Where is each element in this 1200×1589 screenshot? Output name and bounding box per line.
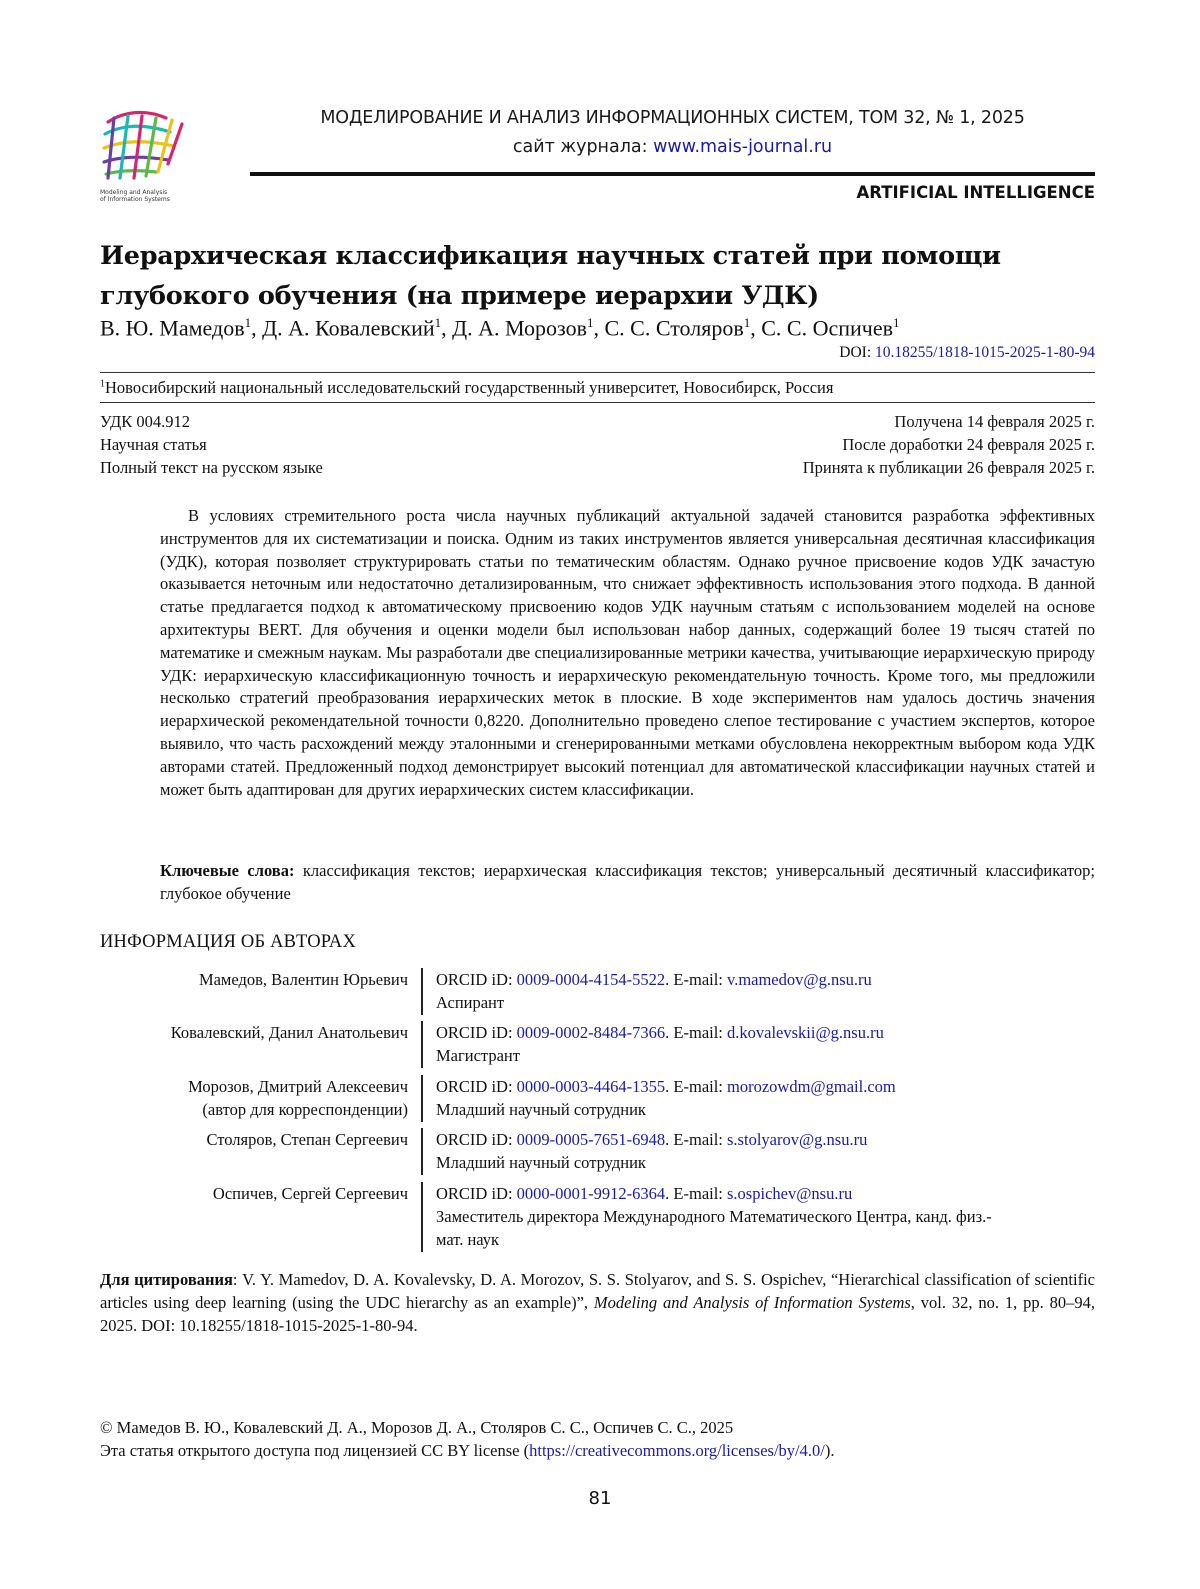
- email-link[interactable]: s.stolyarov@g.nsu.ru: [727, 1130, 868, 1149]
- author-name: В. Ю. Мамедов: [100, 315, 245, 341]
- author-info-details: ORCID iD: 0009-0002-8484-7366. E-mail: d.kovalevskii@g.nsu.ru Магистрант: [436, 1021, 1096, 1067]
- author-info-name: [171, 1021, 408, 1044]
- author-name: Д. А. Морозов: [452, 315, 587, 341]
- author-info-divider: [421, 1182, 423, 1252]
- article-title-line2: глубокого обучения (на примере иерархии УДК): [100, 281, 819, 311]
- orcid-link[interactable]: 0009-0004-4154-5522: [516, 970, 666, 989]
- license-text: Эта статья открытого доступа под лицензией CC BY license (: [100, 1441, 530, 1460]
- logo-caption-line2: of Information Systems: [100, 196, 170, 203]
- author-role: Аспирант: [436, 993, 505, 1012]
- journal-site-line: [250, 137, 1095, 157]
- keywords: [160, 860, 1095, 906]
- logo-caption-line1: Modeling and Analysis: [100, 189, 168, 196]
- author-role: Магистрант: [436, 1046, 520, 1065]
- journal-title: МОДЕЛИРОВАНИЕ И АНАЛИЗ ИНФОРМАЦИОННЫХ СИСТЕМ, ТОМ 32, № 1, 2025: [320, 108, 1025, 128]
- orcid-label: ORCID iD:: [436, 1023, 513, 1042]
- citation-text-end: , vol. 32, no. 1, pp. 80–94, 2025. DOI: 10.18255/1818-1015-2025-1-80-94.: [100, 1293, 1095, 1335]
- header-rule: [250, 172, 1095, 176]
- email-link[interactable]: v.mamedov@g.nsu.ru: [727, 970, 872, 989]
- email-link[interactable]: s.ospichev@nsu.ru: [727, 1184, 853, 1203]
- author-role-continued: мат. наук: [436, 1230, 500, 1249]
- author-info-name: [213, 1182, 408, 1205]
- author-affiliation-mark: 1: [586, 315, 594, 330]
- author-info-divider: [421, 1128, 423, 1175]
- author-affiliation-mark: 1: [434, 315, 442, 330]
- orcid-link[interactable]: 0009-0002-8484-7366: [516, 1023, 666, 1042]
- journal-site-label: сайт журнала:: [512, 137, 648, 157]
- author-separator: ,: [251, 315, 263, 341]
- orcid-label: ORCID iD:: [436, 1077, 513, 1096]
- license-link[interactable]: https://creativecommons.org/licenses/by/4.0/: [529, 1441, 825, 1460]
- affiliation-rule-top: [100, 372, 1095, 373]
- author-info-corresponding: (автор для корреспонденции): [202, 1100, 408, 1119]
- email-link[interactable]: d.kovalevskii@g.nsu.ru: [727, 1023, 884, 1042]
- email-label: E-mail:: [673, 1184, 723, 1203]
- email-label: E-mail:: [673, 970, 723, 989]
- affiliation-mark: 1: [100, 378, 105, 390]
- author-info-name: [206, 1128, 408, 1151]
- udc-code: УДК 004.912: [100, 412, 191, 431]
- article-title-line1: Иерархическая классификация научных статей при помощи: [100, 241, 1001, 271]
- author-info-divider: [421, 1075, 423, 1122]
- accepted-date: Принята к публикации 26 февраля 2025 г.: [802, 458, 1095, 477]
- author-affiliation-mark: 1: [743, 315, 751, 330]
- orcid-label: ORCID iD:: [436, 1184, 513, 1203]
- author-name: С. С. Оспичев: [761, 315, 894, 341]
- author-name: С. С. Столяров: [604, 315, 744, 341]
- doi-line: [839, 344, 1095, 362]
- author-info-details: ORCID iD: 0009-0004-4154-5522. E-mail: v.mamedov@g.nsu.ru Аспирант: [436, 968, 1096, 1014]
- copyright-line: © Мамедов В. Ю., Ковалевский Д. А., Морозов Д. А., Столяров С. С., Оспичев С. С., 2025: [100, 1418, 734, 1437]
- revised-date: После доработки 24 февраля 2025 г.: [842, 435, 1095, 454]
- author-info-name-line: Морозов, Дмитрий Алексеевич: [188, 1077, 408, 1096]
- article-type: Научная статья: [100, 435, 207, 454]
- orcid-link[interactable]: 0009-0005-7651-6948: [516, 1130, 666, 1149]
- author-affiliation-mark: 1: [244, 315, 252, 330]
- article-title: [100, 236, 1100, 316]
- journal-site-link[interactable]: www.mais-journal.ru: [653, 137, 833, 157]
- author-info-name: [199, 968, 408, 991]
- email-link[interactable]: morozowdm@gmail.com: [727, 1077, 896, 1096]
- article-language: Полный текст на русском языке: [100, 458, 323, 477]
- orcid-label: ORCID iD:: [436, 970, 513, 989]
- author-info-name-line: Оспичев, Сергей Сергеевич: [212, 1184, 408, 1203]
- journal-logo: [100, 108, 186, 203]
- affiliation-rule-bottom: [100, 402, 1095, 403]
- email-label: E-mail:: [673, 1023, 723, 1042]
- author-info-divider: [421, 1021, 423, 1068]
- author-name: Д. А. Ковалевский: [262, 315, 435, 341]
- citation: [100, 1268, 1095, 1337]
- author-info-details: ORCID iD: 0000-0003-4464-1355. E-mail: morozowdm@gmail.com Младший научный сотрудник: [436, 1075, 1096, 1121]
- citation-label: Для цитирования: [100, 1270, 233, 1289]
- email-label: E-mail:: [673, 1077, 723, 1096]
- affiliation-text: Новосибирский национальный исследовательский государственный университет, Новосибирск, Россия: [105, 378, 834, 397]
- orcid-link[interactable]: 0000-0001-9912-6364: [516, 1184, 666, 1203]
- received-date: Получена 14 февраля 2025 г.: [894, 412, 1095, 431]
- keywords-text: классификация текстов; иерархическая классификация текстов; универсальный десятичный классификатор; глубокое обучение: [160, 861, 1095, 903]
- abstract: В условиях стремительного роста числа научных публикаций актуальной задачей становится разработка эффективных инструментов для их систематизации и поиска. Одним из таких инструментов является универсальная десятичная классификация (УДК), которая позволяет структурировать статьи по тематическим областям. Однако ручное присвоение кодов УДК зачастую оказывается неточным или недостаточно детализированным, что снижает эффективность использования этого подхода. В данной статье предлагается подход к автоматическому присвоению кодов УДК научным статьям с использованием моделей на основе архитектуры BERT. Для обучения и оценки модели был использован набор данных, содержащий более 19 тысяч статей по математике и смежным наукам. Мы разработали две специализированные метрики качества, учитывающие иерархическую природу УДК: иерархическую классификационную точность и иерархическую рекомендательную точность. Кроме того, мы предложили несколько стратегий преобразования иерархических меток в плоские. В ходе экспериментов нам удалось достичь значения иерархической рекомендательной точности 0,8220. Дополнительно проведено слепое тестирование с участием экспертов, которое выявило, что часть расхождений между эталонными и сгенерированными метками обусловлена некорректным выбором кода УДК авторами статей. Предложенный подход демонстрирует высокий потенциал для автоматической классификации научных статей и может быть адаптирован для других иерархических систем классификации.: [160, 506, 1095, 799]
- copyright-block: [100, 1416, 1095, 1462]
- author-info-details: ORCID iD: 0009-0005-7651-6948. E-mail: s.stolyarov@g.nsu.ru Младший научный сотрудник: [436, 1128, 1096, 1174]
- author-info-divider: [421, 968, 423, 1015]
- doi-link[interactable]: 10.18255/1818-1015-2025-1-80-94: [875, 344, 1095, 361]
- author-role: Заместитель директора Международного Математического Центра, канд. физ.-: [436, 1207, 992, 1226]
- section-label: ARTIFICIAL INTELLIGENCE: [856, 183, 1095, 202]
- author-info-name-line: Ковалевский, Данил Анатольевич: [170, 1023, 408, 1042]
- citation-text: : V. Y. Mamedov, D. A. Kovalevsky, D. A. Morozov, S. S. Stolyarov, and S. S. Ospichev, “Hierarchical classification of scientific articles using deep learning (using the UDC hierarchy as an example)”,: [100, 1270, 1095, 1312]
- author-role: Младший научный сотрудник: [436, 1153, 646, 1172]
- author-separator: ,: [593, 315, 605, 341]
- email-label: E-mail:: [673, 1130, 723, 1149]
- page-number: 81: [588, 1488, 612, 1509]
- author-info-name-line: Столяров, Степан Сергеевич: [206, 1130, 408, 1149]
- author-separator: ,: [441, 315, 453, 341]
- doi-label: DOI:: [839, 344, 872, 361]
- author-affiliation-mark: 1: [893, 315, 900, 330]
- author-separator: ,: [750, 315, 762, 341]
- license-text-end: ).: [824, 1441, 835, 1460]
- author-info-name-line: Мамедов, Валентин Юрьевич: [198, 970, 408, 989]
- orcid-link[interactable]: 0000-0003-4464-1355: [516, 1077, 666, 1096]
- orcid-label: ORCID iD:: [436, 1130, 513, 1149]
- author-info-name: [188, 1075, 408, 1121]
- authors-info-heading: ИНФОРМАЦИЯ ОБ АВТОРАХ: [100, 932, 357, 952]
- license-line: [100, 1439, 1095, 1462]
- affiliation: [100, 378, 1095, 398]
- citation-journal: Modeling and Analysis of Information Systems: [593, 1293, 911, 1312]
- journal-logo-mark-icon: [100, 108, 186, 200]
- author-info-details: ORCID iD: 0000-0001-9912-6364. E-mail: s.ospichev@nsu.ru Заместитель директора Международного Математического Центра, канд. физ.- мат. наук: [436, 1182, 1096, 1251]
- keywords-label: Ключевые слова:: [160, 861, 295, 880]
- authors-line: [100, 315, 1100, 341]
- author-role: Младший научный сотрудник: [436, 1100, 646, 1119]
